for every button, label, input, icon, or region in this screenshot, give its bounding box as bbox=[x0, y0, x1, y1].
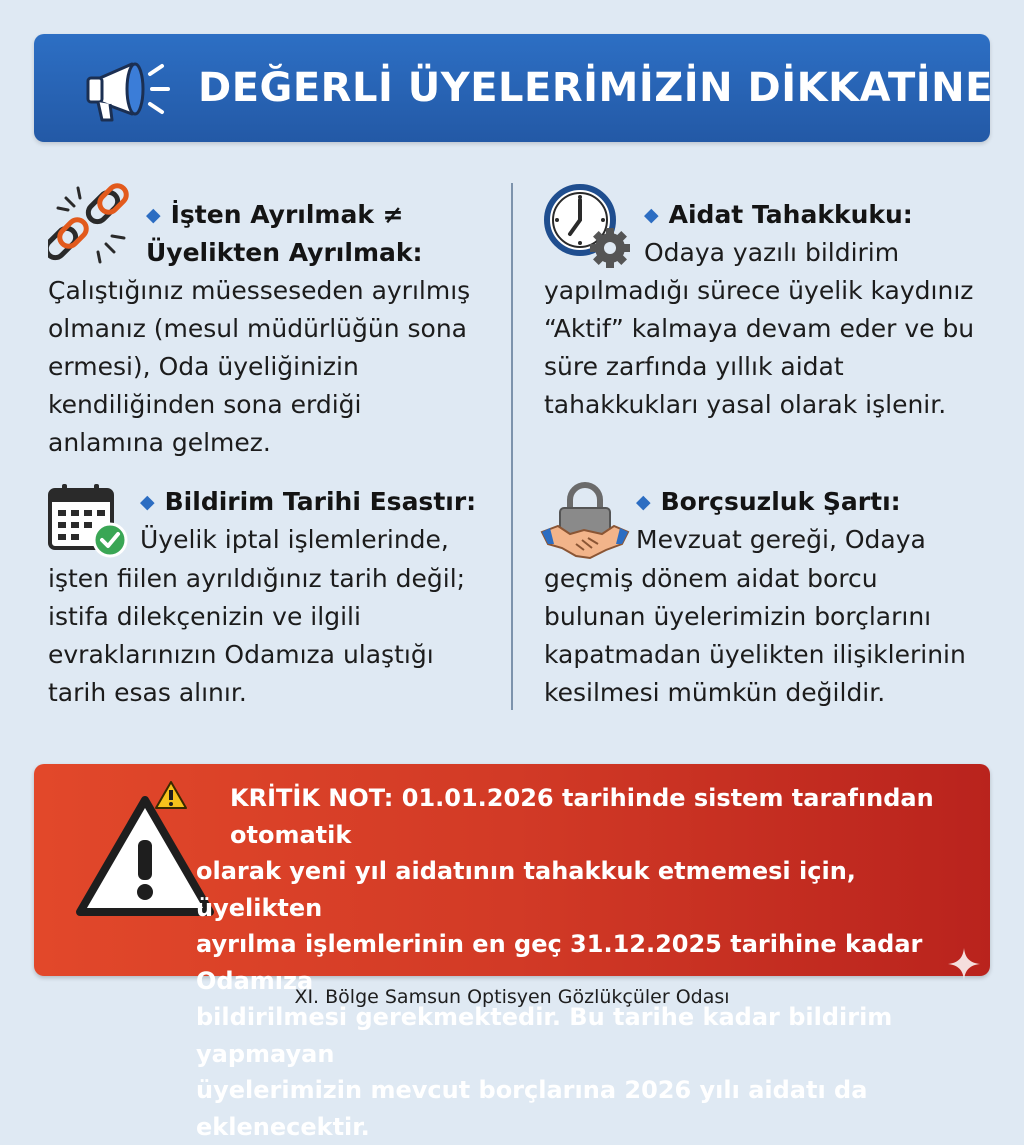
critical-note-line: üyelerimizin mevcut borçlarına 2026 yılı aidatı da eklenecektir. bbox=[196, 1076, 868, 1141]
header-banner bbox=[34, 34, 993, 142]
megaphone-icon bbox=[80, 52, 180, 128]
section-body-line: geçmiş dönem aidat borcu bbox=[544, 564, 878, 593]
section-body-line: Üyelik iptal işlemlerinde, bbox=[140, 525, 449, 554]
section-body-line: işten fiilen ayrıldığınız tarih değil; bbox=[48, 564, 466, 593]
section-body-line: yapılmadığı sürece üyelik kaydınız bbox=[544, 276, 974, 305]
diamond-bullet-icon: ◆ bbox=[636, 491, 651, 513]
sparkle-icon bbox=[946, 946, 982, 982]
section-body-line: “Aktif” kalmaya devam eder ve bu bbox=[544, 314, 975, 343]
section-body-line: anlamına gelmez. bbox=[48, 428, 271, 457]
section-body-line: evraklarınızın Odamıza ulaştığı bbox=[48, 640, 434, 669]
section-body-line: ermesi), Oda üyeliğinizin bbox=[48, 352, 359, 381]
critical-note-line: olarak yeni yıl aidatının tahakkuk etmemesi için, üyelikten bbox=[196, 857, 856, 922]
section-title: Borçsuzluk Şartı: bbox=[660, 487, 901, 516]
section-title: Bildirim Tarihi Esastır: bbox=[164, 487, 477, 516]
diamond-bullet-icon: ◆ bbox=[644, 204, 659, 226]
critical-note-line: ayrılma işlemlerinin en geç 31.12.2025 tarihine kadar Odamıza bbox=[196, 930, 923, 995]
handshake-lock-icon bbox=[540, 478, 630, 562]
page-title: DEĞERLİ ÜYELERİMİZİN DİKKATİNE bbox=[198, 65, 993, 111]
warning-triangle-icon bbox=[74, 794, 216, 918]
section-body-line: kapatmadan üyelikten ilişiklerinin bbox=[544, 640, 966, 669]
section-title: Aidat Tahakkuku: bbox=[668, 200, 913, 229]
broken-chain-icon bbox=[48, 182, 132, 266]
section-body-line: tarih esas alınır. bbox=[48, 678, 247, 707]
section-body-line: Odaya yazılı bildirim bbox=[644, 238, 900, 267]
section-body-line: Mevzuat gereği, Odaya bbox=[636, 525, 926, 554]
critical-note-line: 01.01.2026 tarihinde sistem tarafından otomatik bbox=[230, 784, 934, 849]
diamond-bullet-icon: ◆ bbox=[146, 204, 161, 226]
section-body-line: tahakkukları yasal olarak işlenir. bbox=[544, 390, 947, 419]
section-body-line: Çalıştığınız müesseseden ayrılmış bbox=[48, 276, 471, 305]
section-body-line: bulunan üyelerimizin borçlarını bbox=[544, 602, 932, 631]
footer-organization: XI. Bölge Samsun Optisyen Gözlükçüler Odası bbox=[294, 986, 730, 1008]
clock-gear-icon bbox=[542, 180, 634, 270]
section-title: İşten Ayrılmak ≠ bbox=[170, 200, 404, 229]
critical-note-line: bildirilmesi gerekmektedir. Bu tarihe kadar bildirim yapmayan bbox=[196, 1003, 893, 1068]
section-body-line: olmanız (mesul müdürlüğün sona bbox=[48, 314, 467, 343]
section-title-line2: Üyelikten Ayrılmak: bbox=[146, 238, 423, 267]
calendar-check-icon bbox=[46, 482, 130, 558]
section-body-line: süre zarfında yıllık aidat bbox=[544, 352, 844, 381]
small-warning-icon bbox=[154, 780, 188, 810]
critical-note-label: KRİTİK NOT: bbox=[230, 784, 394, 812]
section-body-line: kendiliğinden sona erdiği bbox=[48, 390, 362, 419]
diamond-bullet-icon: ◆ bbox=[140, 491, 155, 513]
section-body-line: kesilmesi mümkün değildir. bbox=[544, 678, 886, 707]
section-body-line: istifa dilekçenizin ve ilgili bbox=[48, 602, 361, 631]
